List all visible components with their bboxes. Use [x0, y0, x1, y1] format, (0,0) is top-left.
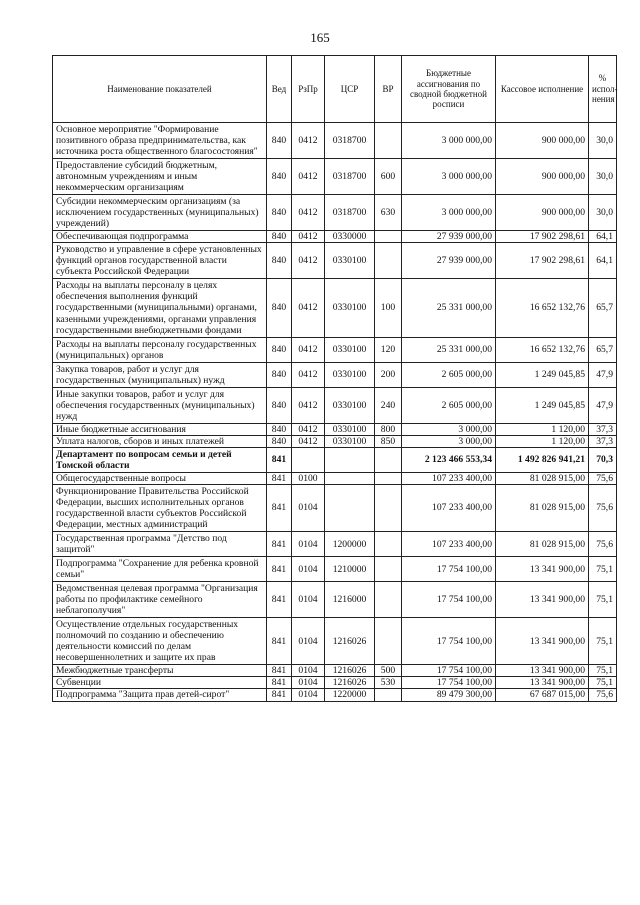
cell-assigned: 2 605 000,00 [402, 362, 496, 387]
table-row [53, 337, 617, 362]
cell-cash: 13 341 900,00 [496, 677, 589, 689]
col-header-assigned: Бюджетные ассигнования по сводной бюджетной росписи [402, 56, 496, 123]
cell-name: Ведомственная целевая программа "Организация работы по профилактике семейного неблагополучия" [53, 582, 267, 618]
cell-name: Уплата налогов, сборов и иных платежей [53, 435, 267, 447]
cell-cash: 1 249 045,85 [496, 387, 589, 423]
cell-ved: 841 [267, 665, 292, 677]
table-row [53, 484, 617, 531]
table-row [53, 582, 617, 618]
cell-pct: 75,1 [589, 665, 617, 677]
cell-rzpr: 0104 [292, 484, 325, 531]
cell-vr [375, 472, 402, 484]
cell-vr: 100 [375, 279, 402, 337]
cell-csr: 0330100 [325, 423, 375, 435]
cell-pct: 70,3 [589, 447, 617, 472]
cell-csr: 0330100 [325, 243, 375, 279]
cell-assigned: 2 123 466 553,34 [402, 447, 496, 472]
col-header-vr: ВР [375, 56, 402, 123]
cell-vr [375, 582, 402, 618]
cell-rzpr: 0412 [292, 243, 325, 279]
cell-assigned: 2 605 000,00 [402, 387, 496, 423]
cell-csr: 1216026 [325, 618, 375, 665]
cell-name: Расходы на выплаты персоналу государственных (муниципальных) органов [53, 337, 267, 362]
cell-pct: 65,7 [589, 337, 617, 362]
cell-pct: 30,0 [589, 123, 617, 159]
cell-name: Субсидии некоммерческим организациям (за исключением государственных (муниципальных) учреждений) [53, 195, 267, 231]
cell-assigned: 17 754 100,00 [402, 665, 496, 677]
cell-vr: 500 [375, 665, 402, 677]
cell-cash: 1 120,00 [496, 435, 589, 447]
table-row [53, 677, 617, 689]
cell-csr: 1200000 [325, 532, 375, 557]
table-row [53, 423, 617, 435]
cell-name: Функционирование Правительства Российской Федерации, высших исполнительных органов государственной власти субъектов Российской Федерации, местных администраций [53, 484, 267, 531]
cell-pct: 75,6 [589, 484, 617, 531]
cell-pct: 75,1 [589, 618, 617, 665]
cell-assigned: 17 754 100,00 [402, 677, 496, 689]
table-row [53, 279, 617, 337]
cell-rzpr: 0412 [292, 159, 325, 195]
cell-ved: 841 [267, 689, 292, 701]
cell-csr: 0318700 [325, 195, 375, 231]
col-header-ved: Вед [267, 56, 292, 123]
cell-pct: 37,3 [589, 435, 617, 447]
cell-vr [375, 618, 402, 665]
col-header-cash: Кассовое исполнение [496, 56, 589, 123]
cell-csr: 0318700 [325, 123, 375, 159]
cell-ved: 841 [267, 618, 292, 665]
cell-name: Департамент по вопросам семьи и детей Томской области [53, 447, 267, 472]
cell-ved: 840 [267, 387, 292, 423]
table-row [53, 557, 617, 582]
cell-rzpr: 0104 [292, 677, 325, 689]
cell-cash: 900 000,00 [496, 123, 589, 159]
cell-ved: 840 [267, 231, 292, 243]
cell-vr: 600 [375, 159, 402, 195]
cell-cash: 67 687 015,00 [496, 689, 589, 701]
table-row [53, 195, 617, 231]
cell-vr: 200 [375, 362, 402, 387]
cell-csr: 1210000 [325, 557, 375, 582]
table-row [53, 387, 617, 423]
cell-csr [325, 472, 375, 484]
cell-pct: 65,7 [589, 279, 617, 337]
table-row [53, 159, 617, 195]
cell-csr: 0330100 [325, 362, 375, 387]
cell-rzpr: 0104 [292, 689, 325, 701]
table-row [53, 231, 617, 243]
cell-csr: 0330100 [325, 279, 375, 337]
cell-vr [375, 231, 402, 243]
cell-cash: 17 902 298,61 [496, 231, 589, 243]
cell-vr: 850 [375, 435, 402, 447]
cell-rzpr: 0412 [292, 279, 325, 337]
cell-ved: 840 [267, 195, 292, 231]
cell-cash: 1 492 826 941,21 [496, 447, 589, 472]
cell-vr: 630 [375, 195, 402, 231]
cell-name: Расходы на выплаты персоналу в целях обеспечения выполнения функций государственными (муниципальными) органами, казенными учреждениями, органами управления государственными внебюджетными фондами [53, 279, 267, 337]
cell-pct: 37,3 [589, 423, 617, 435]
cell-rzpr: 0104 [292, 557, 325, 582]
cell-csr: 1216000 [325, 582, 375, 618]
cell-name: Закупка товаров, работ и услуг для государственных (муниципальных) нужд [53, 362, 267, 387]
cell-vr [375, 484, 402, 531]
cell-ved: 841 [267, 582, 292, 618]
cell-pct: 75,1 [589, 557, 617, 582]
cell-assigned: 3 000,00 [402, 423, 496, 435]
cell-assigned: 27 939 000,00 [402, 243, 496, 279]
cell-pct: 75,6 [589, 532, 617, 557]
cell-csr [325, 484, 375, 531]
cell-name: Подпрограмма "Сохранение для ребенка кровной семьи" [53, 557, 267, 582]
cell-rzpr: 0104 [292, 665, 325, 677]
table-row [53, 472, 617, 484]
cell-csr: 1220000 [325, 689, 375, 701]
cell-name: Иные бюджетные ассигнования [53, 423, 267, 435]
cell-vr [375, 532, 402, 557]
cell-cash: 13 341 900,00 [496, 557, 589, 582]
cell-cash: 16 652 132,76 [496, 279, 589, 337]
table-row [53, 618, 617, 665]
cell-ved: 841 [267, 677, 292, 689]
cell-ved: 840 [267, 423, 292, 435]
cell-csr: 0330100 [325, 435, 375, 447]
cell-cash: 1 120,00 [496, 423, 589, 435]
cell-ved: 841 [267, 472, 292, 484]
cell-assigned: 3 000 000,00 [402, 159, 496, 195]
cell-pct: 75,6 [589, 472, 617, 484]
col-header-pct: % испол-нения [589, 56, 617, 123]
cell-assigned: 3 000 000,00 [402, 123, 496, 159]
cell-ved: 840 [267, 243, 292, 279]
cell-cash: 1 249 045,85 [496, 362, 589, 387]
table-row [53, 243, 617, 279]
col-header-csr: ЦСР [325, 56, 375, 123]
cell-rzpr: 0100 [292, 472, 325, 484]
cell-vr: 530 [375, 677, 402, 689]
table-row [53, 665, 617, 677]
cell-csr: 0330100 [325, 387, 375, 423]
cell-vr: 240 [375, 387, 402, 423]
cell-name: Государственная программа "Детство под защитой" [53, 532, 267, 557]
cell-pct: 47,9 [589, 362, 617, 387]
cell-ved: 840 [267, 123, 292, 159]
cell-ved: 840 [267, 362, 292, 387]
cell-cash: 900 000,00 [496, 195, 589, 231]
cell-ved: 840 [267, 435, 292, 447]
cell-assigned: 3 000 000,00 [402, 195, 496, 231]
cell-assigned: 17 754 100,00 [402, 582, 496, 618]
cell-rzpr: 0104 [292, 582, 325, 618]
cell-assigned: 3 000,00 [402, 435, 496, 447]
cell-cash: 13 341 900,00 [496, 618, 589, 665]
table-row [53, 362, 617, 387]
cell-pct: 75,1 [589, 677, 617, 689]
cell-cash: 16 652 132,76 [496, 337, 589, 362]
cell-cash: 13 341 900,00 [496, 665, 589, 677]
table-row [53, 447, 617, 472]
table-row [53, 689, 617, 701]
cell-ved: 840 [267, 279, 292, 337]
cell-cash: 81 028 915,00 [496, 472, 589, 484]
cell-rzpr: 0412 [292, 387, 325, 423]
cell-assigned: 107 233 400,00 [402, 532, 496, 557]
cell-name: Руководство и управление в сфере установленных функций органов государственной власти субъекта Российской Федерации [53, 243, 267, 279]
cell-cash: 81 028 915,00 [496, 532, 589, 557]
table-row [53, 435, 617, 447]
cell-ved: 841 [267, 484, 292, 531]
cell-name: Основное мероприятие "Формирование позитивного образа предпринимательства, как источника роста общественного благосостояния" [53, 123, 267, 159]
cell-rzpr: 0412 [292, 123, 325, 159]
cell-rzpr [292, 447, 325, 472]
cell-assigned: 107 233 400,00 [402, 472, 496, 484]
cell-pct: 64,1 [589, 231, 617, 243]
table-header-row [53, 56, 617, 123]
cell-ved: 841 [267, 447, 292, 472]
cell-assigned: 17 754 100,00 [402, 618, 496, 665]
cell-csr: 0318700 [325, 159, 375, 195]
table-body [53, 123, 617, 702]
cell-assigned: 89 479 300,00 [402, 689, 496, 701]
cell-rzpr: 0412 [292, 337, 325, 362]
cell-assigned: 107 233 400,00 [402, 484, 496, 531]
cell-csr: 1216026 [325, 677, 375, 689]
cell-csr: 0330100 [325, 337, 375, 362]
cell-name: Иные закупки товаров, работ и услуг для обеспечения государственных (муниципальных) нужд [53, 387, 267, 423]
table-row [53, 123, 617, 159]
cell-rzpr: 0104 [292, 618, 325, 665]
cell-csr: 0330000 [325, 231, 375, 243]
cell-cash: 13 341 900,00 [496, 582, 589, 618]
cell-ved: 840 [267, 337, 292, 362]
cell-name: Предоставление субсидий бюджетным, автономным учреждениям и иным некоммерческим организациям [53, 159, 267, 195]
cell-rzpr: 0412 [292, 362, 325, 387]
cell-rzpr: 0412 [292, 423, 325, 435]
cell-cash: 900 000,00 [496, 159, 589, 195]
cell-assigned: 25 331 000,00 [402, 337, 496, 362]
cell-vr [375, 243, 402, 279]
cell-ved: 841 [267, 557, 292, 582]
cell-assigned: 25 331 000,00 [402, 279, 496, 337]
cell-vr [375, 447, 402, 472]
cell-rzpr: 0412 [292, 435, 325, 447]
cell-vr: 120 [375, 337, 402, 362]
cell-name: Осуществление отдельных государственных полномочий по созданию и обеспечению деятельности комиссий по делам несовершеннолетних и защите их прав [53, 618, 267, 665]
cell-cash: 17 902 298,61 [496, 243, 589, 279]
cell-rzpr: 0104 [292, 532, 325, 557]
cell-name: Общегосударственные вопросы [53, 472, 267, 484]
col-header-name: Наименование показателей [53, 56, 267, 123]
col-header-rzpr: РзПр [292, 56, 325, 123]
page-number: 165 [310, 30, 330, 45]
cell-vr [375, 557, 402, 582]
cell-pct: 30,0 [589, 195, 617, 231]
cell-pct: 75,1 [589, 582, 617, 618]
cell-csr: 1216026 [325, 665, 375, 677]
cell-assigned: 27 939 000,00 [402, 231, 496, 243]
cell-pct: 30,0 [589, 159, 617, 195]
cell-name: Межбюджетные трансферты [53, 665, 267, 677]
cell-rzpr: 0412 [292, 231, 325, 243]
cell-pct: 75,6 [589, 689, 617, 701]
cell-pct: 64,1 [589, 243, 617, 279]
cell-pct: 47,9 [589, 387, 617, 423]
budget-execution-table [52, 55, 617, 702]
cell-vr [375, 689, 402, 701]
cell-name: Подпрограмма "Защита прав детей-сирот" [53, 689, 267, 701]
cell-assigned: 17 754 100,00 [402, 557, 496, 582]
cell-vr [375, 123, 402, 159]
cell-ved: 840 [267, 159, 292, 195]
cell-rzpr: 0412 [292, 195, 325, 231]
cell-name: Обеспечивающая подпрограмма [53, 231, 267, 243]
cell-ved: 841 [267, 532, 292, 557]
cell-vr: 800 [375, 423, 402, 435]
cell-cash: 81 028 915,00 [496, 484, 589, 531]
cell-csr [325, 447, 375, 472]
table-row [53, 532, 617, 557]
cell-name: Субвенции [53, 677, 267, 689]
